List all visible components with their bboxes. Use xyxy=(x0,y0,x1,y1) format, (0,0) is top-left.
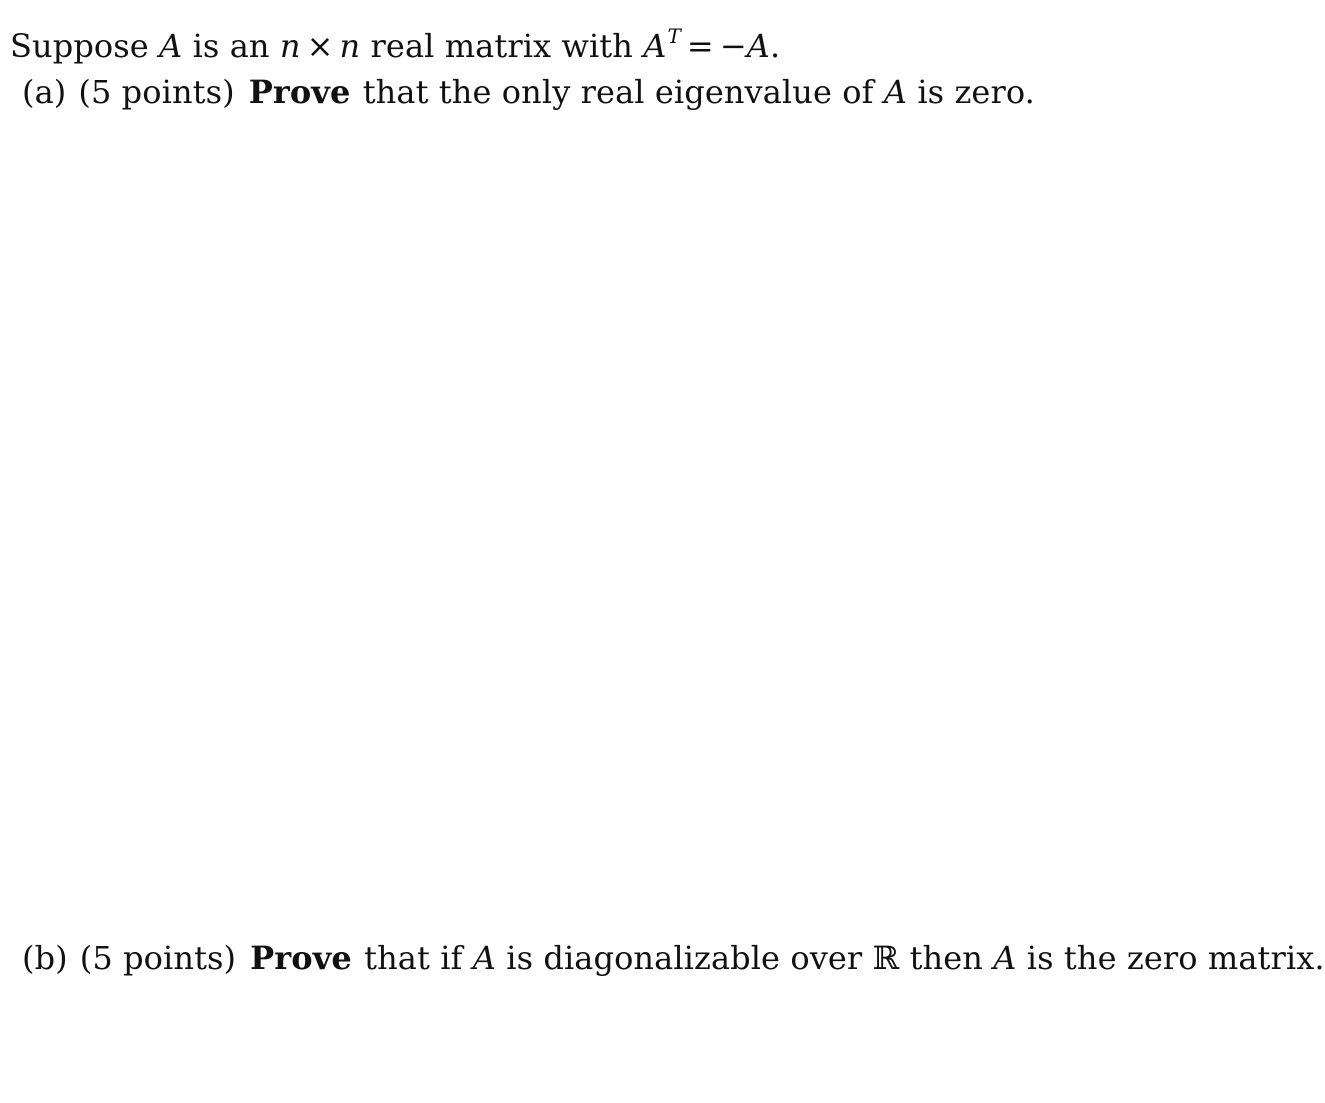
problem-statement xyxy=(10,16,780,66)
matrix-variable: A xyxy=(883,73,908,111)
part-a-question xyxy=(22,72,1035,112)
dimension-variable: n xyxy=(339,27,361,65)
matrix-variable: A xyxy=(643,27,667,65)
part-a-label: (a) xyxy=(22,73,67,111)
intro-rest: real matrix with xyxy=(360,27,644,65)
period: . xyxy=(769,27,781,65)
minus-symbol: − xyxy=(719,27,747,65)
part-a-points: (5 points) xyxy=(78,73,235,111)
part-b-text-end: is the zero matrix. xyxy=(1016,939,1325,977)
part-b-text-then: then xyxy=(899,939,994,977)
equals-symbol: = xyxy=(686,27,714,65)
matrix-variable: A xyxy=(159,27,183,65)
part-b-label: (b) xyxy=(22,939,68,977)
reals-symbol: ℝ xyxy=(872,939,900,977)
part-a-answer-space xyxy=(0,120,1280,920)
part-a-text: that the only real eigenvalue of xyxy=(352,73,884,111)
matrix-variable: A xyxy=(746,27,770,65)
matrix-variable: A xyxy=(993,939,1017,977)
intro-is-an: is an xyxy=(182,27,280,65)
part-b-answer-space xyxy=(0,986,1280,1103)
transpose-superscript: T xyxy=(667,24,681,48)
part-b-question xyxy=(22,938,1325,978)
part-b-points: (5 points) xyxy=(79,939,237,977)
part-b-text: that if xyxy=(353,939,473,977)
matrix-variable: A xyxy=(472,939,496,977)
dimension-variable: n xyxy=(279,27,301,65)
part-b-text-mid: is diagonalizable over xyxy=(495,939,873,977)
part-a-text-end: is zero. xyxy=(907,73,1035,111)
intro-prefix: Suppose xyxy=(10,27,160,65)
times-symbol: × xyxy=(306,27,334,65)
part-b-keyword: Prove xyxy=(250,939,352,977)
part-a-keyword: Prove xyxy=(248,73,351,111)
